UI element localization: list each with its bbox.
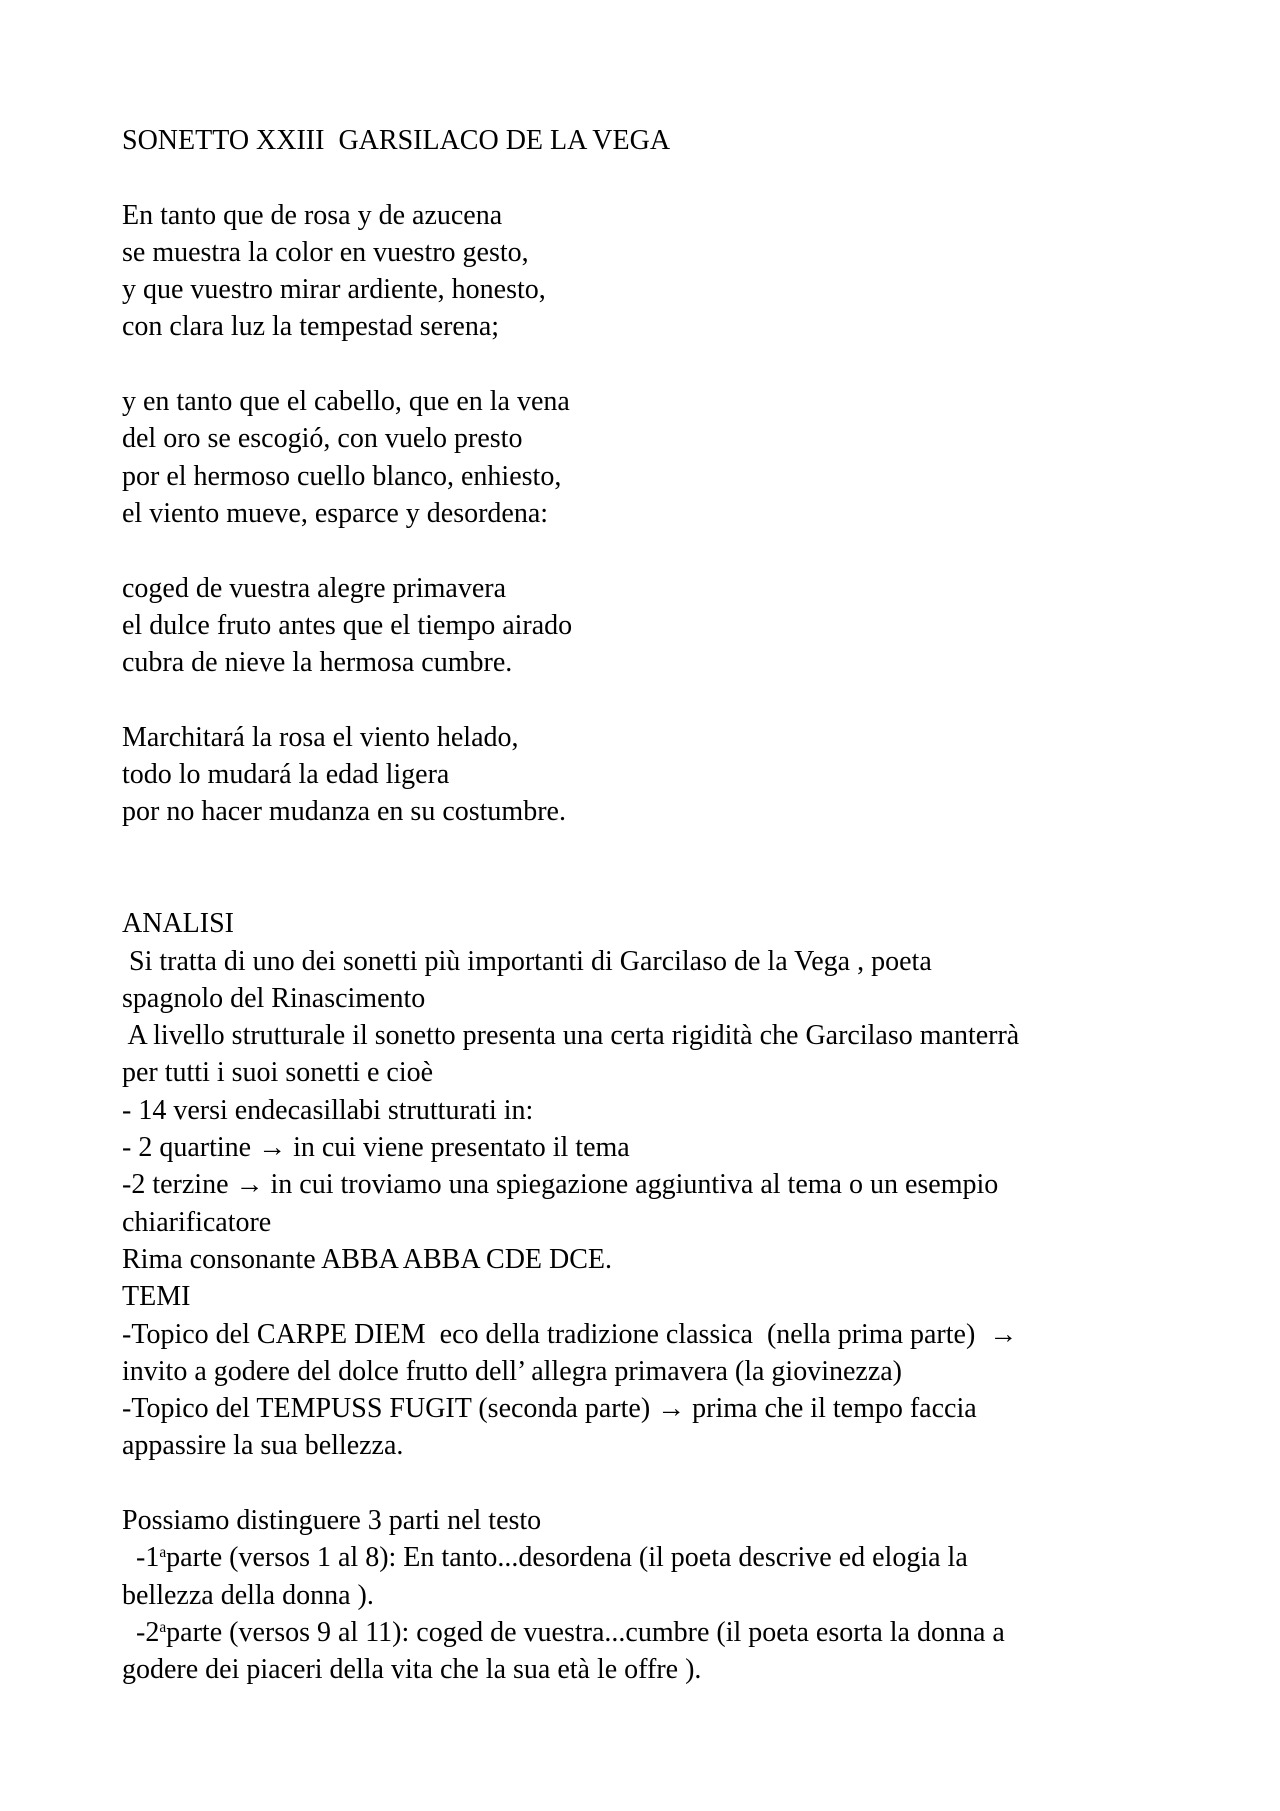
verse-line: del oro se escogió, con vuelo presto bbox=[122, 423, 523, 455]
stanza-4 bbox=[122, 719, 1202, 831]
stanza-1 bbox=[122, 197, 1202, 346]
verse-line: cubra de nieve la hermosa cumbre. bbox=[122, 647, 513, 679]
analisi-line: - 2 quartine → in cui viene presentato il tema bbox=[122, 1132, 630, 1164]
parti-section bbox=[122, 1502, 1202, 1688]
spacer bbox=[122, 681, 1202, 718]
analisi-line: chiarificatore bbox=[122, 1206, 272, 1238]
temi-heading: TEMI bbox=[122, 1281, 191, 1313]
ordinal-superscript: a bbox=[159, 1618, 167, 1636]
part-text: parte (versos 1 al 8): En tanto...desordena (il poeta descrive ed elogia la bbox=[166, 1542, 968, 1574]
spacer bbox=[122, 159, 1202, 196]
verse-line: y en tanto que el cabello, que en la vena bbox=[122, 386, 570, 418]
analisi-heading: ANALISI bbox=[122, 908, 234, 940]
analisi-section bbox=[122, 905, 1202, 1278]
spacer bbox=[122, 532, 1202, 569]
part-1-continuation: bellezza della donna ). bbox=[122, 1579, 374, 1611]
part-2-continuation: godere dei piaceri della vita che la sua età le offre ). bbox=[122, 1654, 702, 1686]
stanza-2 bbox=[122, 383, 1202, 532]
temi-line: -Topico del CARPE DIEM eco della tradizione classica (nella prima parte) → bbox=[122, 1318, 1018, 1350]
analisi-line: Si tratta di uno dei sonetti più importanti di Garcilaso de la Vega , poeta bbox=[122, 945, 932, 977]
verse-line: el dulce fruto antes que el tiempo airado bbox=[122, 609, 573, 641]
temi-line: -Topico del TEMPUSS FUGIT (seconda parte) → prima che il tempo faccia bbox=[122, 1393, 977, 1425]
parti-intro: Possiamo distinguere 3 parti nel testo bbox=[122, 1504, 542, 1536]
spacer bbox=[122, 346, 1202, 383]
verse-line: se muestra la color en vuestro gesto, bbox=[122, 236, 529, 268]
part-2-line bbox=[122, 1614, 1202, 1651]
spacer bbox=[122, 831, 1202, 906]
part-text: parte (versos 9 al 11): coged de vuestra...cumbre (il poeta esorta la donna a bbox=[166, 1616, 1005, 1648]
verse-line: Marchitará la rosa el viento helado, bbox=[122, 721, 519, 753]
spacer bbox=[122, 1465, 1202, 1502]
verse-line: todo lo mudará la edad ligera bbox=[122, 759, 450, 791]
verse-line: En tanto que de rosa y de azucena bbox=[122, 199, 503, 231]
temi-line: invito a godere del dolce frutto dell’ allegra primavera (la giovinezza) bbox=[122, 1355, 903, 1387]
temi-line: appassire la sua bellezza. bbox=[122, 1430, 404, 1462]
stanza-3 bbox=[122, 570, 1202, 682]
verse-line: y que vuestro mirar ardiente, honesto, bbox=[122, 274, 546, 306]
analisi-line: -2 terzine → in cui troviamo una spiegazione aggiuntiva al tema o un esempio bbox=[122, 1169, 999, 1201]
analisi-line: spagnolo del Rinascimento bbox=[122, 982, 426, 1014]
analisi-line: A livello strutturale il sonetto presenta una certa rigidità che Garcilaso manterrà bbox=[122, 1020, 1020, 1052]
ordinal-superscript: a bbox=[159, 1544, 167, 1562]
analisi-line: - 14 versi endecasillabi strutturati in: bbox=[122, 1094, 534, 1126]
document-page bbox=[122, 122, 1202, 1688]
verse-line: por no hacer mudanza en su costumbre. bbox=[122, 796, 566, 828]
analisi-line: per tutti i suoi sonetti e cioè bbox=[122, 1057, 434, 1089]
document-title: SONETTO XXIII GARSILACO DE LA VEGA bbox=[122, 125, 671, 156]
verse-line: por el hermoso cuello blanco, enhiesto, bbox=[122, 460, 562, 492]
part-number: -1 bbox=[122, 1542, 160, 1574]
temi-section bbox=[122, 1278, 1202, 1464]
verse-line: con clara luz la tempestad serena; bbox=[122, 311, 500, 343]
verse-line: el viento mueve, esparce y desordena: bbox=[122, 497, 549, 529]
verse-line: coged de vuestra alegre primavera bbox=[122, 572, 507, 604]
part-1-line bbox=[122, 1539, 1202, 1576]
analisi-line: Rima consonante ABBA ABBA CDE DCE. bbox=[122, 1243, 613, 1275]
part-number: -2 bbox=[122, 1616, 160, 1648]
